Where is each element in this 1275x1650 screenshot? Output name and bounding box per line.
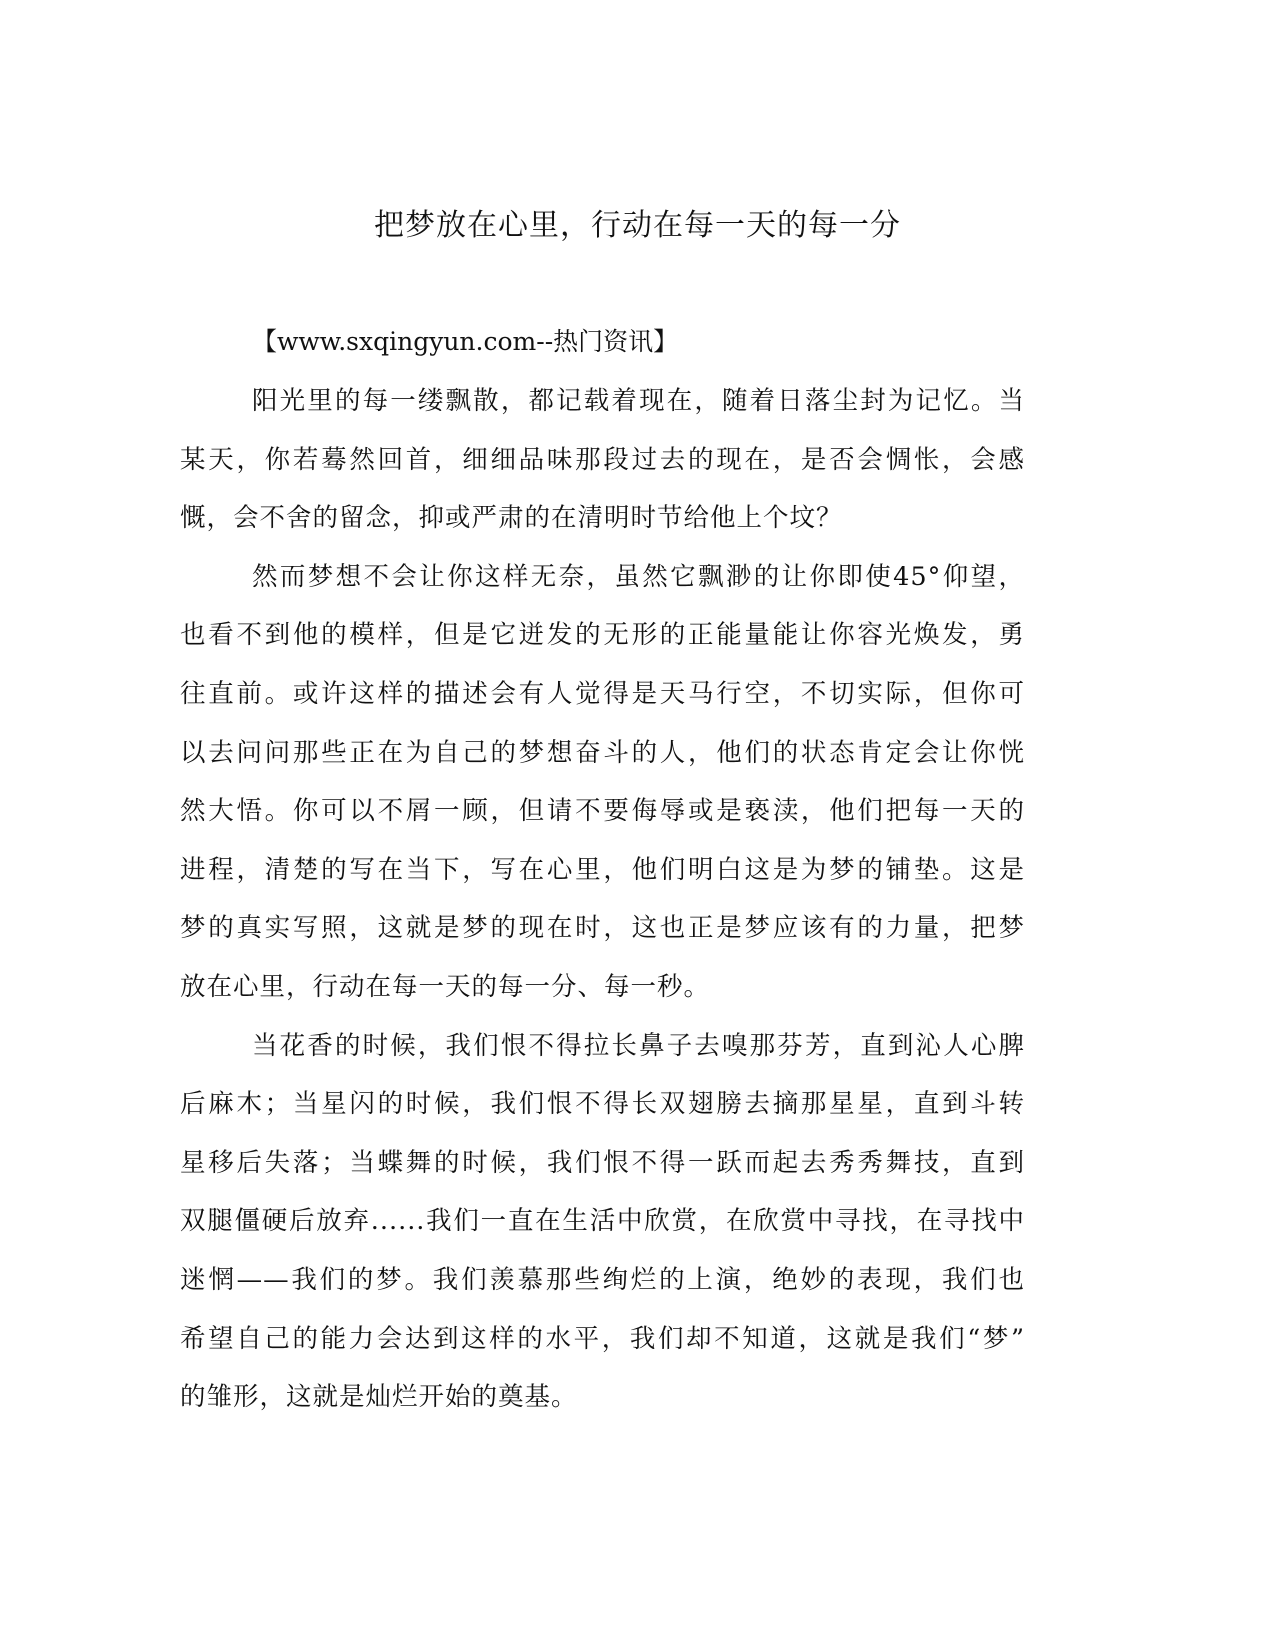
document-title: 把梦放在心里，行动在每一天的每一分	[374, 208, 901, 243]
paragraph-line: 后麻木；当星闪的时候，我们恨不得长双翅膀去摘那星星，直到斗转	[180, 1089, 1025, 1120]
paragraph	[180, 1017, 1025, 1427]
paragraph-line: 某天，你若蓦然回首，细细品味那段过去的现在，是否会惆怅，会感	[180, 444, 1025, 475]
paragraph-line: 当花香的时候，我们恨不得拉长鼻子去嗅那芬芳，直到沁人心脾	[252, 1030, 1025, 1061]
paragraph-line: 然大悟。你可以不屑一顾，但请不要侮辱或是亵渎，他们把每一天的	[180, 796, 1025, 827]
paragraph-line: 进程，清楚的写在当下，写在心里，他们明白这是为梦的铺垫。这是	[180, 854, 1025, 885]
paragraph-line: 也看不到他的模样，但是它迸发的无形的正能量能让你容光焕发，勇	[180, 620, 1025, 651]
paragraph-line: 的雏形，这就是灿烂开始的奠基。	[180, 1382, 578, 1413]
paragraph-line: 往直前。或许这样的描述会有人觉得是天马行空，不切实际，但你可	[180, 678, 1025, 709]
paragraph-line: 梦的真实写照，这就是梦的现在时，这也正是梦应该有的力量，把梦	[180, 913, 1025, 944]
paragraph-line: 迷惘——我们的梦。我们羡慕那些绚烂的上演，绝妙的表现，我们也	[180, 1264, 1025, 1295]
paragraph-line: 然而梦想不会让你这样无奈，虽然它飘渺的让你即使45°仰望，	[252, 561, 1025, 592]
paragraph-line: 希望自己的能力会达到这样的水平，我们却不知道，这就是我们“梦”	[180, 1323, 1025, 1354]
paragraph-line: 慨，会不舍的留念，抑或严肃的在清明时节给他上个坟？	[180, 503, 843, 534]
paragraph-line: 星移后失落；当蝶舞的时候，我们恨不得一跃而起去秀秀舞技，直到	[180, 1147, 1025, 1178]
paragraph	[180, 548, 1025, 1017]
paragraph-line: 阳光里的每一缕飘散，都记载着现在，随着日落尘封为记忆。当	[252, 386, 1025, 416]
paragraph	[180, 372, 1025, 548]
paragraph-line: 以去问问那些正在为自己的梦想奋斗的人，他们的状态肯定会让你恍	[180, 737, 1025, 768]
document-body	[180, 372, 1025, 1427]
source-tag: 【www.sxqingyun.com--热门资讯】	[252, 327, 679, 356]
paragraph-line: 放在心里，行动在每一天的每一分、每一秒。	[180, 971, 711, 1002]
paragraph-line: 双腿僵硬后放弃......我们一直在生活中欣赏，在欣赏中寻找，在寻找中	[180, 1206, 1025, 1237]
